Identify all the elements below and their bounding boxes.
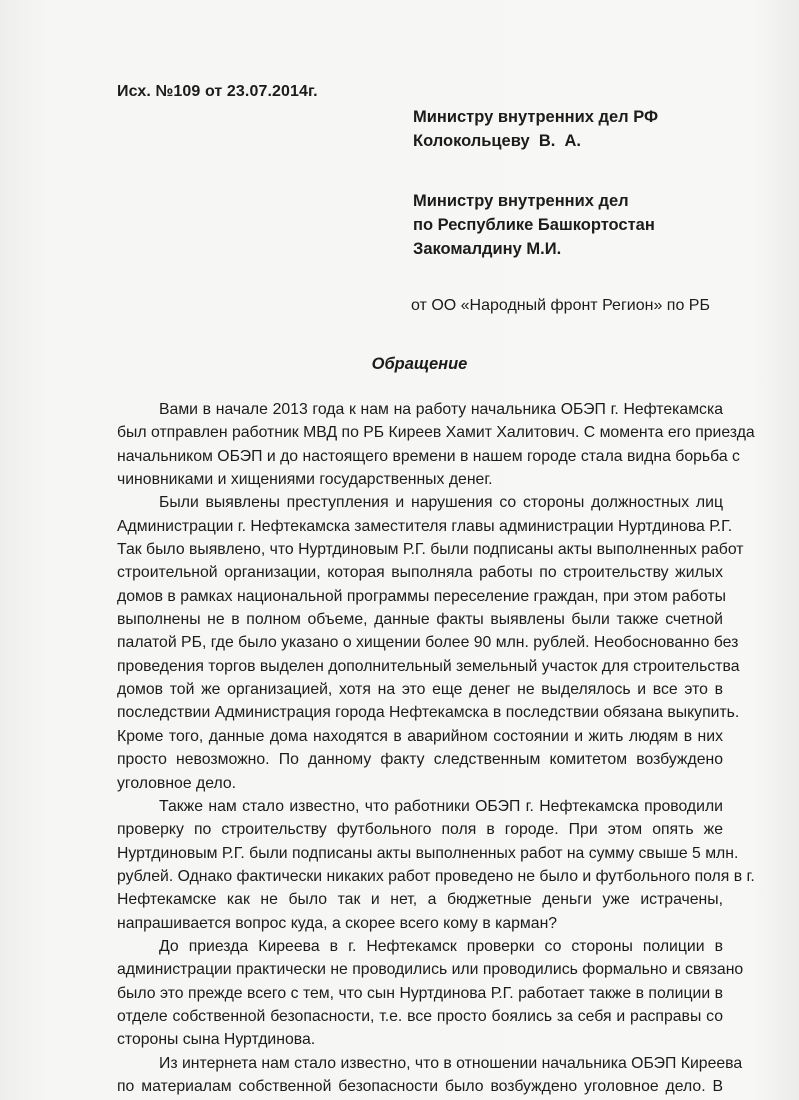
- body-line: рублей. Однако фактически никаких работ проведено не было и футбольного поля в г.: [117, 867, 755, 885]
- recipient-minister-rf: [413, 105, 658, 153]
- body-line: администрации практически не проводились или проводились формально и связано: [117, 961, 744, 979]
- body-line: Из интернета нам стало известно, что в отношении начальника ОБЭП Киреева: [159, 1054, 743, 1072]
- body-line: До приезда Киреева в г. Нефтекамск проверки со стороны полиции в: [159, 937, 723, 955]
- recipient-line: по Республике Башкортостан: [413, 216, 655, 234]
- body-line: последствии Администрация города Нефтекамска в последствии обязана выкупить.: [117, 704, 740, 722]
- recipient-line: Закомалдину М.И.: [413, 240, 562, 258]
- body-line: по материалам собственной безопасности было возбуждено уголовное дело. В: [117, 1077, 723, 1095]
- recipient-line: Колокольцеву В. А.: [413, 132, 581, 150]
- body-line: Также нам стало известно, что работники ОБЭП г. Нефтекамска проводили: [159, 797, 723, 815]
- body-line: начальником ОБЭП и до настоящего времени в нашем городе стала видна борьба с: [117, 447, 740, 465]
- body-line: проверку по строительству футбольного поля в городе. При этом опять же: [117, 821, 723, 839]
- outgoing-number: Исх. №109 от 23.07.2014г.: [117, 83, 318, 100]
- body-line: Нефтекамске как не было так и нет, а бюджетные деньги уже истрачены,: [117, 891, 723, 909]
- body-line: Вами в начале 2013 года к нам на работу начальника ОБЭП г. Нефтекамска: [159, 401, 723, 418]
- body-line: Нуртдиновым Р.Г. были подписаны акты выполненных работ на сумму свыше 5 млн.: [117, 844, 739, 862]
- document-title: Обращение: [371, 355, 468, 373]
- recipient-line: Министру внутренних дел РФ: [413, 108, 659, 126]
- body-line: домов в рамках национальной программы переселение граждан, при этом работы: [117, 587, 726, 605]
- body-line: выполнены не в полном объеме, данные факты выявлены были также счетной: [117, 611, 723, 629]
- body-line: уголовное дело.: [117, 774, 237, 792]
- body-line: Так было выявлено, что Нуртдиновым Р.Г. были подписаны акты выполненных работ: [117, 541, 744, 559]
- body-line: палатой РБ, где было указано о хищении более 90 млн. рублей. Необоснованно без: [117, 634, 739, 652]
- body-line: проведения торгов выделен дополнительный земельный участок для строительства: [117, 657, 740, 675]
- body-line: строительной организации, которая выполняла работы по строительству жилых: [117, 564, 723, 582]
- body-line: домов той же организацией, хотя на это еще денег не выделялось и все это в: [117, 681, 723, 699]
- body-line: Кроме того, данные дома находятся в аварийном состоянии и жить людям в них: [117, 727, 723, 745]
- body-line: Администрации г. Нефтекамска заместителя главы администрации Нуртдинова Р.Г.: [117, 517, 733, 535]
- body-line: отделе собственной безопасности, т.е. все просто боялись за себя и расправы со: [117, 1007, 723, 1025]
- body-line: чиновниками и хищениями государственных денег.: [117, 471, 493, 489]
- body-line: просто невозможно. По данному факту следственным комитетом возбуждено: [117, 751, 723, 769]
- body-line: стороны сына Нуртдинова.: [117, 1031, 316, 1049]
- sender-line: от ОО «Народный фронт Регион» по РБ: [411, 297, 710, 314]
- body-line: напрашивается вопрос куда, а скорее всего кому в карман?: [117, 914, 558, 932]
- body-line: было это прежде всего с тем, что сын Нуртдинова Р.Г. работает также в полиции в: [117, 984, 723, 1002]
- recipient-minister-rb: [413, 189, 655, 261]
- body-line: Были выявлены преступления и нарушения со стороны должностных лиц: [159, 494, 723, 512]
- body-line: был отправлен работник МВД по РБ Киреев Хамит Халитович. С момента его приезда: [117, 424, 755, 442]
- letter-body: [117, 398, 755, 1098]
- recipient-line: Министру внутренних дел: [413, 192, 629, 210]
